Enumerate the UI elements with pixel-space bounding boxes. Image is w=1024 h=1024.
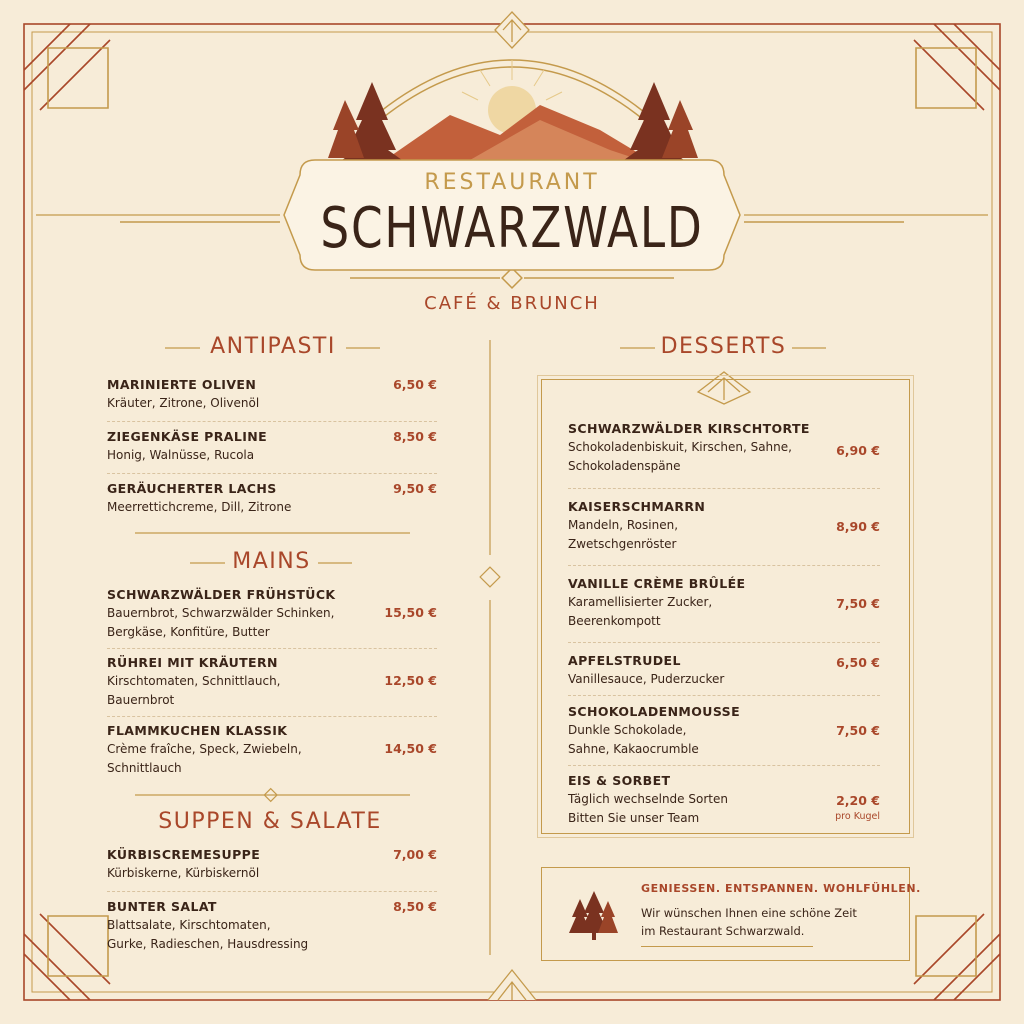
divider (107, 421, 437, 422)
menu-item (107, 655, 387, 710)
menu-item (107, 481, 387, 517)
restaurant-name: SCHWARZWALD (320, 196, 704, 261)
menu-item (568, 704, 828, 759)
divider (641, 946, 813, 947)
item-name: MARINIERTE OLIVEN (107, 377, 257, 392)
item-price: 2,20 € (836, 793, 880, 808)
diamond-ornament-icon (480, 567, 500, 587)
item-desc: Vanillesauce, Puderzucker (568, 672, 725, 686)
fan-ornament-icon (488, 970, 536, 1000)
item-name: RÜHREI MIT KRÄUTERN (107, 655, 278, 670)
restaurant-subtitle: CAFÉ & BRUNCH (424, 293, 600, 314)
item-price: 14,50 € (384, 741, 437, 756)
fir-tree-icon (566, 887, 622, 943)
item-price: 8,50 € (393, 899, 437, 914)
divider (568, 488, 880, 489)
restaurant-label: RESTAURANT (424, 170, 600, 195)
menu-item (107, 847, 387, 883)
divider (568, 765, 880, 766)
section-title-mains: MAINS (232, 549, 311, 574)
menu-item (107, 377, 387, 413)
menu-item (107, 429, 387, 465)
item-desc: Kräuter, Zitrone, Olivenöl (107, 396, 260, 410)
item-desc: Blattsalate, Kirschtomaten, Gurke, Radieschen, Hausdressing (107, 918, 309, 951)
menu-item (568, 421, 828, 476)
section-title-desserts: DESSERTS (660, 334, 787, 359)
item-price: 9,50 € (393, 481, 437, 496)
item-name: KAISERSCHMARRN (568, 499, 706, 514)
price-note: pro Kugel (835, 811, 880, 822)
divider (568, 695, 880, 696)
item-desc: Täglich wechselnde Sorten Bitten Sie unser Team (568, 792, 728, 825)
item-name: APFELSTRUDEL (568, 653, 681, 668)
item-desc: Mandeln, Rosinen, Zwetschgenröster (568, 518, 679, 551)
item-name: ZIEGENKÄSE PRALINE (107, 429, 268, 444)
divider (107, 716, 437, 717)
footer-title: GENIESSEN. ENTSPANNEN. WOHLFÜHLEN. (641, 882, 921, 895)
item-desc: Kürbiskerne, Kürbiskernöl (107, 866, 260, 880)
footer-text: Wir wünschen Ihnen eine schöne Zeit im Restaurant Schwarzwald. (641, 906, 857, 938)
item-desc: Meerrettichcreme, Dill, Zitrone (107, 500, 292, 514)
section-title-antipasti: ANTIPASTI (210, 334, 336, 359)
item-name: KÜRBISCREMESUPPE (107, 847, 261, 862)
divider (107, 473, 437, 474)
item-price: 6,90 € (836, 443, 880, 458)
item-price: 6,50 € (836, 655, 880, 670)
item-price: 6,50 € (393, 377, 437, 392)
item-desc: Dunkle Schokolade, Sahne, Kakaocrumble (568, 723, 699, 756)
fir-tree-icon (624, 82, 698, 160)
item-name: VANILLE CRÈME BRÛLÉE (568, 576, 746, 591)
item-desc: Bauernbrot, Schwarzwälder Schinken, Bergkäse, Konfitüre, Butter (107, 606, 335, 639)
menu-item (107, 899, 387, 954)
menu-item (568, 653, 828, 689)
menu-item (568, 499, 828, 554)
item-name: SCHWARZWÄLDER FRÜHSTÜCK (107, 587, 336, 602)
item-name: SCHWARZWÄLDER KIRSCHTORTE (568, 421, 810, 436)
item-name: BUNTER SALAT (107, 899, 217, 914)
item-desc: Kirschtomaten, Schnittlauch, Bauernbrot (107, 674, 281, 707)
item-price: 7,00 € (393, 847, 437, 862)
item-name: GERÄUCHERTER LACHS (107, 481, 277, 496)
item-name: EIS & SORBET (568, 773, 671, 788)
item-name: SCHOKOLADENMOUSSE (568, 704, 741, 719)
item-price: 12,50 € (384, 673, 437, 688)
divider (568, 565, 880, 566)
item-desc: Karamellisierter Zucker, Beerenkompott (568, 595, 713, 628)
item-price: 7,50 € (836, 723, 880, 738)
menu-item (568, 576, 828, 631)
menu-item (107, 587, 387, 642)
item-name: FLAMMKUCHEN KLASSIK (107, 723, 288, 738)
item-desc: Crème fraîche, Speck, Zwiebeln, Schnittlauch (107, 742, 302, 775)
section-title-suppen-salate: SUPPEN & SALATE (158, 809, 382, 834)
fan-ornament-icon (495, 12, 529, 48)
item-price: 15,50 € (384, 605, 437, 620)
divider (568, 642, 880, 643)
divider (107, 891, 437, 892)
divider (107, 648, 437, 649)
menu-item (568, 773, 828, 828)
item-desc: Schokoladenbiskuit, Kirschen, Sahne, Schokoladenspäne (568, 440, 792, 473)
item-price: 7,50 € (836, 596, 880, 611)
item-price: 8,50 € (393, 429, 437, 444)
item-desc: Honig, Walnüsse, Rucola (107, 448, 255, 462)
fir-tree-icon (328, 82, 402, 160)
menu-item (107, 723, 387, 778)
item-price: 8,90 € (836, 519, 880, 534)
